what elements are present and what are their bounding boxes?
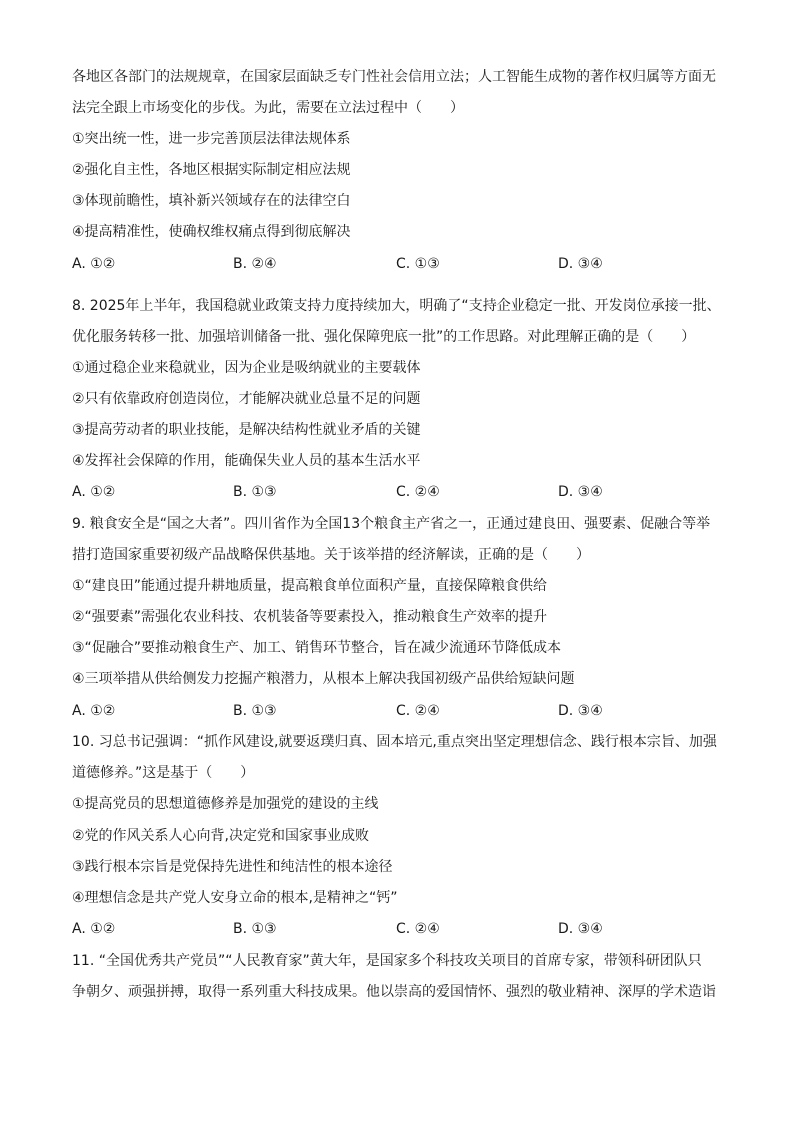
q7-option-b[interactable]: B. ②④	[233, 256, 277, 272]
q9-stem-line-2: 措打造国家重要初级产品战略保供基地。关于该举措的经济解读，正确的是（ ）	[72, 547, 590, 563]
q9-statement-2: ②“强要素”需强化农业科技、农机装备等要素投入，推动粮食生产效率的提升	[72, 609, 548, 625]
q8-option-b[interactable]: B. ①③	[233, 484, 277, 500]
q11-stem-line-2: 争朝夕、顽强拼搏，取得一系列重大科技成果。他以崇高的爱国情怀、强烈的敬业精神、深厚的学术造诣	[72, 984, 716, 1000]
q10-option-d[interactable]: D. ③④	[558, 921, 603, 937]
q9-stem-line-1: 9. 粮食安全是“国之大者”。四川省作为全国13个粮食主产省之一，正通过建良田、强要素、促融合等举	[72, 516, 711, 532]
q8-option-d[interactable]: D. ③④	[558, 484, 603, 500]
q10-option-b[interactable]: B. ①③	[233, 921, 277, 937]
q10-stem-line-1: 10. 习总书记强调：“抓作风建设,就要返璞归真、固本培元,重点突出坚定理想信念、践行根本宗旨、加强	[72, 734, 717, 750]
q7-option-d[interactable]: D. ③④	[558, 256, 603, 272]
q8-statement-1: ①通过稳企业来稳就业，因为企业是吸纳就业的主要载体	[72, 360, 421, 376]
q9-option-a[interactable]: A. ①②	[72, 703, 116, 719]
q8-statement-4: ④发挥社会保障的作用，能确保失业人员的基本生活水平	[72, 453, 421, 469]
q9-option-b[interactable]: B. ①③	[233, 703, 277, 719]
q9-statement-4: ④三项举措从供给侧发力挖掘产粮潜力，从根本上解决我国初级产品供给短缺问题	[72, 671, 575, 687]
q8-statement-2: ②只有依靠政府创造岗位，才能解决就业总量不足的问题	[72, 391, 421, 407]
q9-statement-3: ③“促融合”要推动粮食生产、加工、销售环节整合，旨在减少流通环节降低成本	[72, 640, 562, 656]
q9-statement-1: ①“建良田”能通过提升耕地质量，提高粮食单位面积产量，直接保障粮食供给	[72, 578, 548, 594]
q7-statement-1: ①突出统一性，进一步完善顶层法律法规体系	[72, 131, 351, 147]
q10-statement-4: ④理想信念是共产党人安身立命的根本,是精神之“钙”	[72, 890, 398, 906]
q7-statement-2: ②强化自主性，各地区根据实际制定相应法规	[72, 162, 351, 178]
q8-option-c[interactable]: C. ②④	[396, 484, 440, 500]
q8-stem-line-1: 8. 2025年上半年，我国稳就业政策支持力度持续加大，明确了“支持企业稳定一批、开发岗位承接一批、	[72, 298, 721, 314]
q10-statement-2: ②党的作风关系人心向背,决定党和国家事业成败	[72, 828, 369, 844]
q7-option-a[interactable]: A. ①②	[72, 256, 116, 272]
q10-stem-line-2: 道德修养。”这是基于（ ）	[72, 765, 255, 781]
q8-stem-line-2: 优化服务转移一批、加强培训储备一批、强化保障兜底一批”的工作思路。对此理解正确的是（ ）	[72, 329, 696, 345]
q10-option-c[interactable]: C. ②④	[396, 921, 440, 937]
q7-statement-4: ④提高精准性，使确权维权痛点得到彻底解决	[72, 224, 351, 240]
q10-statement-3: ③践行根本宗旨是党保持先进性和纯洁性的根本途径	[72, 859, 393, 875]
q11-stem-line-1: 11. “全国优秀共产党员”“人民教育家”黄大年，是国家多个科技攻关项目的首席专家，带领科研团队只	[72, 953, 702, 969]
q8-option-a[interactable]: A. ①②	[72, 484, 116, 500]
q10-option-a[interactable]: A. ①②	[72, 921, 116, 937]
q7-option-c[interactable]: C. ①③	[396, 256, 440, 272]
q7-statement-3: ③体现前瞻性，填补新兴领域存在的法律空白	[72, 193, 351, 209]
q9-option-d[interactable]: D. ③④	[558, 703, 603, 719]
q10-statement-1: ①提高党员的思想道德修养是加强党的建设的主线	[72, 796, 379, 812]
q7-stem-line-1: 各地区各部门的法规规章，在国家层面缺乏专门性社会信用立法；人工智能生成物的著作权归属等方面无	[72, 69, 716, 85]
q9-option-c[interactable]: C. ②④	[396, 703, 440, 719]
q8-statement-3: ③提高劳动者的职业技能，是解决结构性就业矛盾的关键	[72, 422, 421, 438]
q7-stem-line-2: 法完全跟上市场变化的步伐。为此，需要在立法过程中（ ）	[72, 100, 464, 116]
